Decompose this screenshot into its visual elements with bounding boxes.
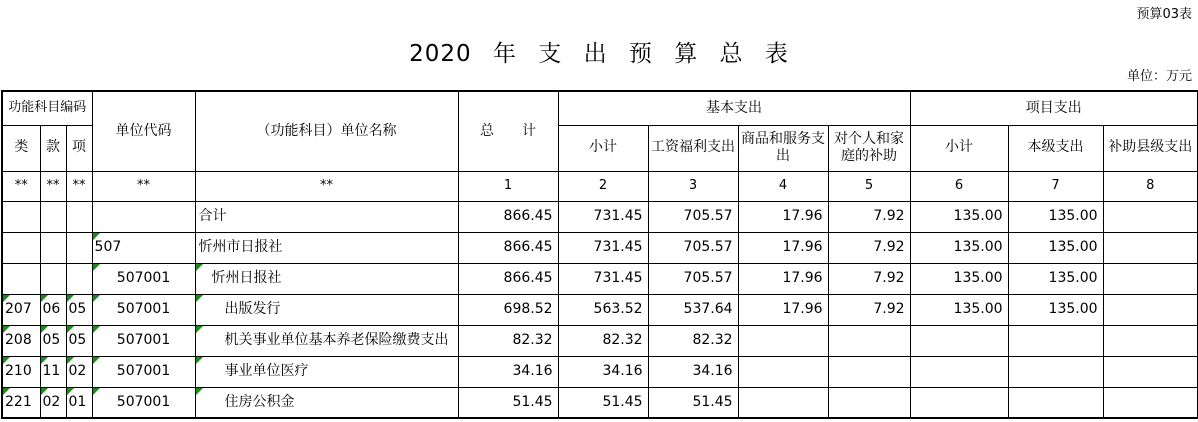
header-personal-family-subsidy: 对个人和家庭的补助	[828, 125, 910, 171]
error-indicator-triangle-icon	[196, 264, 203, 271]
index-cell: **	[2, 171, 40, 201]
header-row-groups	[2, 91, 1198, 125]
cell-value: 698.52	[458, 294, 558, 325]
index-cell: 2	[558, 171, 648, 201]
cell-value: 17.96	[738, 201, 828, 232]
cell-value: 34.16	[458, 356, 558, 387]
table-row	[2, 294, 1198, 325]
cell-value: 135.00	[1008, 263, 1103, 294]
header-project-expenditure-group: 项目支出	[910, 91, 1198, 125]
index-cell: 4	[738, 171, 828, 201]
cell-value: 705.57	[648, 232, 738, 263]
cell-value: 7.92	[828, 263, 910, 294]
error-indicator-triangle-icon	[3, 326, 10, 333]
cell-value	[1008, 325, 1103, 356]
unit-note: 单位：万元	[1126, 69, 1192, 84]
cell-value: 866.45	[458, 232, 558, 263]
cell-value: 51.45	[558, 387, 648, 418]
cell-value	[1103, 201, 1198, 232]
table-row	[2, 201, 1198, 232]
index-cell: 6	[910, 171, 1008, 201]
error-indicator-triangle-icon	[93, 233, 100, 240]
cell-item-code	[66, 232, 92, 263]
header-class: 类	[2, 125, 40, 171]
cell-value	[738, 325, 828, 356]
cell-unit-code: 507001	[92, 263, 195, 294]
cell-value: 731.45	[558, 232, 648, 263]
cell-value	[738, 356, 828, 387]
cell-value	[828, 325, 910, 356]
cell-unit-name: 住房公积金	[195, 387, 458, 418]
cell-value: 866.45	[458, 263, 558, 294]
cell-value	[1103, 232, 1198, 263]
cell-value: 34.16	[558, 356, 648, 387]
table-row	[2, 325, 1198, 356]
cell-class-code	[2, 232, 40, 263]
header-basic-expenditure-group: 基本支出	[558, 91, 910, 125]
cell-value	[1008, 387, 1103, 418]
cell-value	[1103, 294, 1198, 325]
cell-value: 7.92	[828, 294, 910, 325]
table-row	[2, 263, 1198, 294]
error-indicator-triangle-icon	[3, 295, 10, 302]
header-func-code-group: 功能科目编码	[2, 91, 92, 125]
cell-value	[1008, 356, 1103, 387]
error-indicator-triangle-icon	[93, 326, 100, 333]
cell-item-code	[66, 263, 92, 294]
table-body	[2, 201, 1198, 418]
index-cell: **	[195, 171, 458, 201]
cell-unit-name: 事业单位医疗	[195, 356, 458, 387]
index-cell: 7	[1008, 171, 1103, 201]
header-project-subtotal: 小计	[910, 125, 1008, 171]
cell-value	[910, 356, 1008, 387]
error-indicator-triangle-icon	[196, 388, 203, 395]
error-indicator-triangle-icon	[67, 357, 74, 364]
cell-value	[1103, 387, 1198, 418]
cell-section-code: 05	[40, 325, 66, 356]
cell-value: 135.00	[1008, 232, 1103, 263]
cell-value: 17.96	[738, 263, 828, 294]
cell-value: 17.96	[738, 232, 828, 263]
cell-value: 731.45	[558, 263, 648, 294]
cell-item-code: 01	[66, 387, 92, 418]
cell-section-code: 11	[40, 356, 66, 387]
error-indicator-triangle-icon	[67, 388, 74, 395]
cell-value	[828, 356, 910, 387]
cell-value	[828, 387, 910, 418]
cell-section-code	[40, 201, 66, 232]
cell-value: 731.45	[558, 201, 648, 232]
cell-value	[738, 387, 828, 418]
cell-item-code: 05	[66, 294, 92, 325]
index-cell: 5	[828, 171, 910, 201]
error-indicator-triangle-icon	[196, 357, 203, 364]
error-indicator-triangle-icon	[3, 388, 10, 395]
table-row	[2, 387, 1198, 418]
cell-value: 705.57	[648, 201, 738, 232]
cell-unit-code: 507001	[92, 325, 195, 356]
cell-value	[1103, 325, 1198, 356]
cell-section-code: 02	[40, 387, 66, 418]
cell-value: 866.45	[458, 201, 558, 232]
cell-unit-code: 507001	[92, 387, 195, 418]
header-basic-subtotal: 小计	[558, 125, 648, 171]
cell-unit-name: 机关事业单位基本养老保险缴费支出	[195, 325, 458, 356]
header-section: 款	[40, 125, 66, 171]
cell-value: 705.57	[648, 263, 738, 294]
cell-unit-code: 507001	[92, 294, 195, 325]
cell-value	[1103, 356, 1198, 387]
error-indicator-triangle-icon	[41, 326, 48, 333]
cell-unit-code: 507	[92, 232, 195, 263]
cell-value: 135.00	[910, 294, 1008, 325]
cell-section-code	[40, 232, 66, 263]
budget-table	[1, 90, 1198, 419]
cell-value: 51.45	[458, 387, 558, 418]
cell-value	[1103, 263, 1198, 294]
header-salary-welfare: 工资福利支出	[648, 125, 738, 171]
cell-value	[910, 387, 1008, 418]
header-total: 总 计	[458, 91, 558, 171]
cell-section-code	[40, 263, 66, 294]
index-cell: **	[66, 171, 92, 201]
cell-value: 135.00	[910, 201, 1008, 232]
cell-value: 82.32	[648, 325, 738, 356]
column-index-row	[2, 171, 1198, 201]
table-row	[2, 356, 1198, 387]
cell-value: 537.64	[648, 294, 738, 325]
table-row	[2, 232, 1198, 263]
index-cell: 8	[1103, 171, 1198, 201]
header-unit-code: 单位代码	[92, 91, 195, 171]
index-cell: **	[92, 171, 195, 201]
cell-class-code: 207	[2, 294, 40, 325]
error-indicator-triangle-icon	[41, 357, 48, 364]
cell-item-code: 05	[66, 325, 92, 356]
cell-value: 7.92	[828, 232, 910, 263]
index-cell: 1	[458, 171, 558, 201]
cell-value: 135.00	[910, 263, 1008, 294]
error-indicator-triangle-icon	[196, 326, 203, 333]
cell-value: 135.00	[910, 232, 1008, 263]
form-number-label: 预算03表	[1136, 7, 1192, 22]
cell-class-code: 208	[2, 325, 40, 356]
cell-value: 563.52	[558, 294, 648, 325]
cell-value: 135.00	[1008, 294, 1103, 325]
cell-value: 7.92	[828, 201, 910, 232]
cell-item-code	[66, 201, 92, 232]
cell-value: 51.45	[648, 387, 738, 418]
error-indicator-triangle-icon	[67, 326, 74, 333]
error-indicator-triangle-icon	[41, 295, 48, 302]
cell-value	[910, 325, 1008, 356]
cell-class-code	[2, 263, 40, 294]
cell-class-code: 210	[2, 356, 40, 387]
cell-item-code: 02	[66, 356, 92, 387]
index-cell: 3	[648, 171, 738, 201]
header-own-level: 本级支出	[1008, 125, 1103, 171]
cell-unit-name: 出版发行	[195, 294, 458, 325]
cell-unit-code: 507001	[92, 356, 195, 387]
header-county-subsidy: 补助县级支出	[1103, 125, 1198, 171]
cell-value: 82.32	[458, 325, 558, 356]
cell-section-code: 06	[40, 294, 66, 325]
cell-value: 135.00	[1008, 201, 1103, 232]
error-indicator-triangle-icon	[93, 264, 100, 271]
error-indicator-triangle-icon	[93, 357, 100, 364]
cell-value: 34.16	[648, 356, 738, 387]
cell-unit-name: 合计	[195, 201, 458, 232]
cell-unit-name: 忻州市日报社	[195, 232, 458, 263]
index-cell: **	[40, 171, 66, 201]
header-unit-name: （功能科目）单位名称	[195, 91, 458, 171]
cell-class-code	[2, 201, 40, 232]
error-indicator-triangle-icon	[196, 295, 203, 302]
error-indicator-triangle-icon	[67, 295, 74, 302]
cell-unit-code	[92, 201, 195, 232]
cell-value: 82.32	[558, 325, 648, 356]
page-title: 2020 年 支 出 预 算 总 表	[409, 41, 789, 67]
error-indicator-triangle-icon	[3, 357, 10, 364]
error-indicator-triangle-icon	[93, 295, 100, 302]
header-item: 项	[66, 125, 92, 171]
cell-unit-name: 忻州日报社	[195, 263, 458, 294]
error-indicator-triangle-icon	[41, 388, 48, 395]
cell-class-code: 221	[2, 387, 40, 418]
header-goods-services: 商品和服务支出	[738, 125, 828, 171]
error-indicator-triangle-icon	[93, 388, 100, 395]
cell-value: 17.96	[738, 294, 828, 325]
